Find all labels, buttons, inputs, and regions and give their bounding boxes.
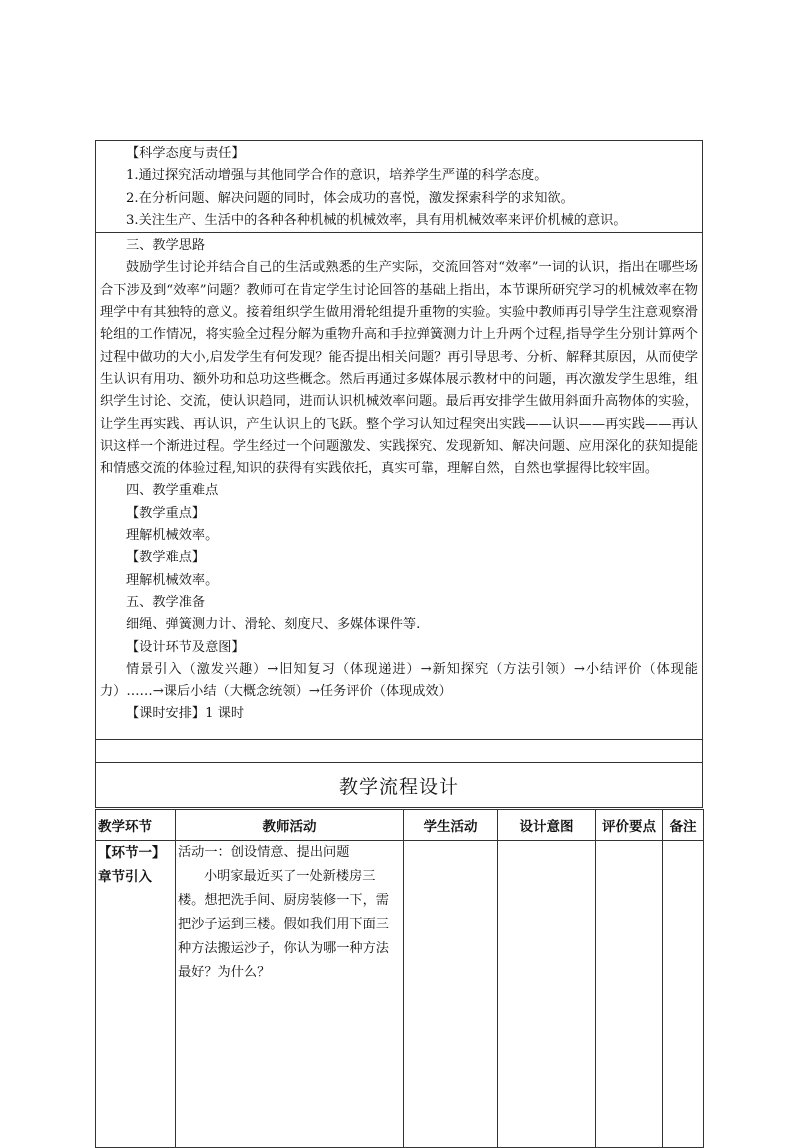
attitude-heading: 【科学态度与责任】 (126, 146, 245, 161)
stage-tag: 【环节一】 (98, 845, 166, 862)
key-point-text: 理解机械效率。 (126, 528, 219, 544)
difficult-point-text: 理解机械效率。 (126, 572, 219, 588)
teaching-plan-section (95, 232, 703, 739)
col-header-teacher: 教师活动 (176, 810, 404, 841)
schedule-label: 【课时安排】 (126, 706, 206, 722)
attitude-item: 3.关注生产、生活中的各种各种机械的机械效率，具有用机械效率来评价机械的意识。 (126, 212, 627, 228)
notes-cell (663, 841, 704, 1148)
col-header-evaluation: 评价要点 (596, 810, 663, 841)
preparation-text: 细绳、弹簧测力计、滑轮、刻度尺、多媒体课件等. (126, 617, 421, 633)
preparation-heading: 五、教学准备 (126, 594, 206, 610)
teaching-approach-heading: 三、教学思路 (126, 238, 206, 254)
key-points-heading: 四、教学重难点 (126, 483, 219, 499)
attitude-item: 1.通过探究活动增强与其他同学合作的意识，培养学生严谨的科学态度。 (126, 168, 548, 184)
flow-table (95, 809, 704, 1148)
schedule-line (100, 703, 698, 725)
attitude-item: 2.在分析问题、解决问题的同时，体会成功的喜悦，激发探索科学的求知欲。 (126, 190, 574, 206)
flow-title: 教学流程设计 (95, 762, 703, 808)
col-header-stage: 教学环节 (96, 810, 176, 841)
attitude-section (95, 140, 703, 232)
lesson-plan-page (95, 140, 703, 1148)
teaching-approach-text: 鼓励学生讨论并结合自己的生活或熟悉的生产实际，交流回答对“效率”一词的认识，指出在哪些场合下涉及到“效率”问题？教师可在肯定学生讨论回答的基础上指出，本节课所研究学习的机械效率在物理学中有其独特的意义。接着组织学生做用滑轮组提升重物的实验。实验中教师再引导学生注意观察滑轮组的工作情况，将实验全过程分解为重物升高和手拉弹簧测力计上升两个过程,指导学生分别计算两个过程中做功的大小,启发学生有何发现？能否提出相关问题？再引导思考、分析、解释其原因，从而使学生认识有用功、额外功和总功这些概念。然后再通过多媒体展示教材中的问题，再次激发学生思维，组织学生讨论、交流，使认识趋同，进而认识机械效率问题。最后再安排学生做用斜面升高物体的实验，让学生再实践、再认识，产生认识上的飞跃。整个学习认知过程突出实践——认识——再实践——再认识这样一个渐进过程。学生经过一个问题激发、实践探究、发现新知、解决问题、应用深化的获知提能和情感交流的体验过程,知识的获得有实践依托，真实可靠，理解自然，自然也掌握得比较牢固。 (100, 260, 698, 477)
table-header-row (96, 810, 704, 841)
student-activity-cell (404, 841, 498, 1148)
stage-name: 章节引入 (98, 869, 152, 886)
design-intent-cell (498, 841, 596, 1148)
col-header-intent: 设计意图 (498, 810, 596, 841)
difficult-point-label: 【教学难点】 (126, 550, 206, 566)
stage-cell (96, 841, 176, 1148)
schedule-value: 1 课时 (205, 706, 245, 722)
spacer-row (95, 739, 703, 762)
evaluation-cell (596, 841, 663, 1148)
table-row (96, 841, 704, 1148)
design-heading: 【设计环节及意图】 (126, 639, 245, 655)
design-flow-text: 情景引入（激发兴趣）→旧知复习（体现递进）→新知探究（方法引领）→小结评价（体现能力）……→课后小结（大概念统领）→任务评价（体现成效） (100, 661, 698, 700)
col-header-student: 学生活动 (404, 810, 498, 841)
col-header-notes: 备注 (663, 810, 704, 841)
key-point-label: 【教学重点】 (126, 505, 206, 521)
activity-text: 小明家最近买了一处新楼房三楼。想把洗手间、厨房装修一下，需把沙子运到三楼。假如我们用下面三种方法搬运沙子，你认为哪一种方法最好？为什么？ (178, 869, 389, 981)
activity-title: 活动一：创设情意、提出问题 (178, 845, 350, 861)
teacher-activity-cell (176, 841, 404, 1148)
